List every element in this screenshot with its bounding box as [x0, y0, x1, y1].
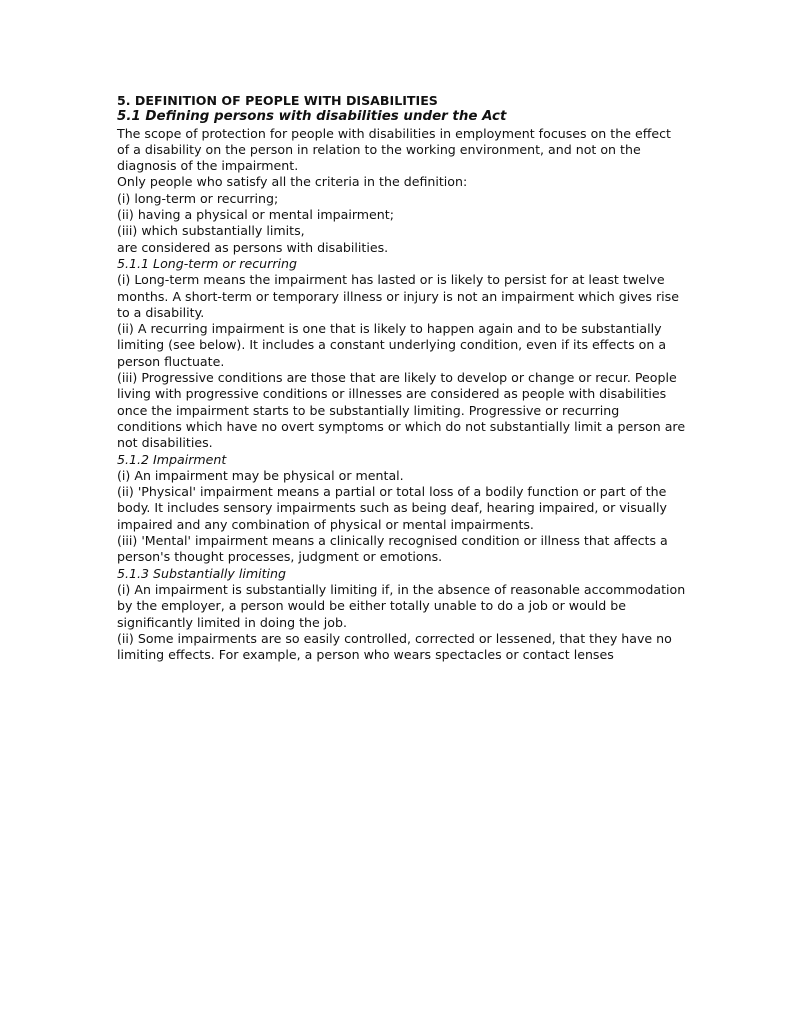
section-513-paragraph: (i) An impairment is substantially limiting if, in the absence of reasonable accommodation by the employer, a person would be either totally unable to do a job or would be significantly limited in doing the job. [117, 581, 686, 630]
document-page [117, 93, 687, 663]
subsection-heading: 5.1 Defining persons with disabilities under the Act [117, 109, 507, 125]
criteria-item: (iii) which substantially limits, [117, 223, 305, 239]
criteria-item: (i) long-term or recurring; [117, 190, 279, 206]
section-511-title: 5.1.1 Long-term or recurring [117, 255, 297, 271]
section-512-paragraph: (ii) 'Physical' impairment means a partial or total loss of a bodily function or part of the body. It includes sensory impairments such as being deaf, hearing impaired, or visually impaired and any combination of physical or mental impairments. [117, 484, 667, 532]
criteria-list [117, 191, 687, 240]
section-512-title: 5.1.2 Impairment [117, 451, 227, 467]
section-513-paragraph: (ii) Some impairments are so easily controlled, corrected or lessened, that they have no limiting effects. For example, a person who wears spectacles or contact lenses [117, 630, 672, 663]
section-511-paragraph: (ii) A recurring impairment is one that is likely to happen again and to be substantially limiting (see below). It includes a constant underlying condition, even if its effects on a person fluctuate. [117, 321, 667, 369]
intro-paragraph: The scope of protection for people with disabilities in employment focuses on the effect of a disability on the person in relation to the working environment, and not on the diagnosis of the impairment. [117, 125, 671, 174]
section-513-title: 5.1.3 Substantially limiting [117, 565, 287, 581]
section-511-paragraph: (iii) Progressive conditions are those that are likely to develop or change or recur. People living with progressive conditions or illnesses are considered as people with disabilities once the impairment starts to be substantially limiting. Progressive or recurring conditions which have no overt symptoms or which do not substantially limit a person are not disabilities. [117, 370, 686, 451]
criteria-item: (ii) having a physical or mental impairment; [117, 207, 394, 223]
section-511-paragraph: (i) Long-term means the impairment has lasted or is likely to persist for at least twelve months. A short-term or temporary illness or injury is not an impairment which gives rise to a disability. [117, 272, 679, 320]
section-512-paragraph: (iii) 'Mental' impairment means a clinically recognised condition or illness that affects a person's thought processes, judgment or emotions. [117, 533, 668, 565]
criteria-conclusion: are considered as persons with disabilities. [117, 239, 389, 255]
section-512-paragraph: (i) An impairment may be physical or mental. [117, 467, 404, 483]
criteria-intro: Only people who satisfy all the criteria in the definition: [117, 174, 468, 190]
section-heading: 5. DEFINITION OF PEOPLE WITH DISABILITIES [117, 93, 438, 108]
